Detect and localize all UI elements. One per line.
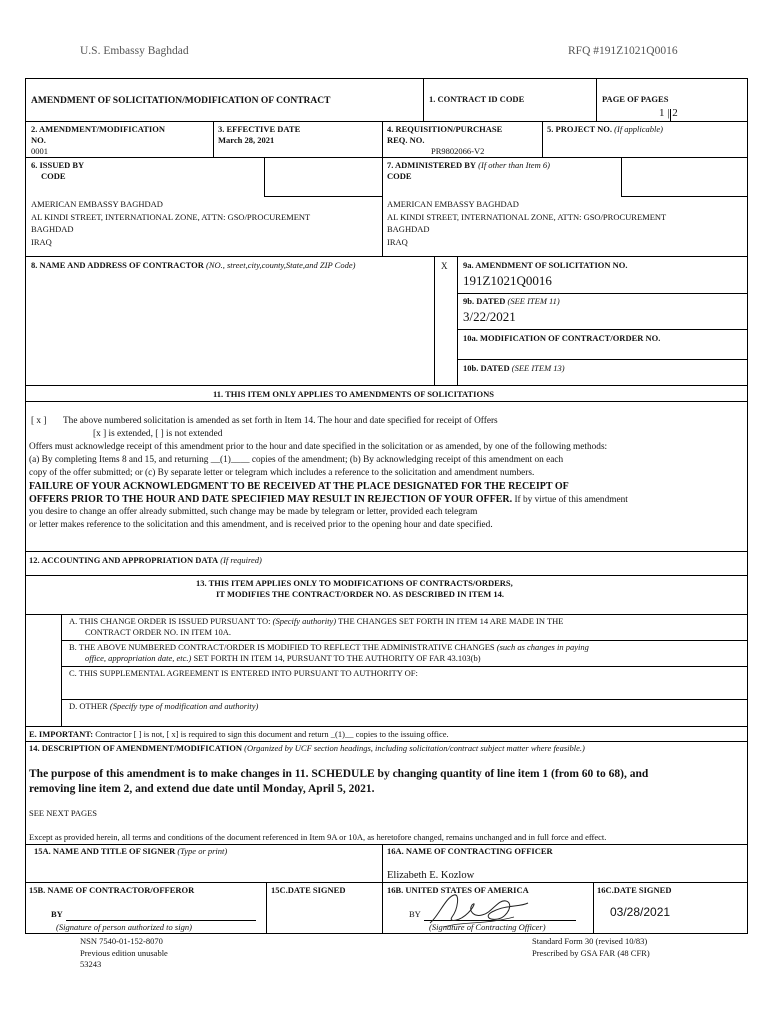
header-right: RFQ #191Z1021Q0016 xyxy=(568,45,678,57)
issued-by-code-label: CODE xyxy=(41,171,66,181)
page-separator: | xyxy=(667,107,670,119)
officer-signature xyxy=(424,887,534,933)
amendment-solicitation-label: 9a. AMENDMENT OF SOLICITATION NO. xyxy=(463,260,628,270)
contracting-officer-label: 16A. NAME OF CONTRACTING OFFICER xyxy=(387,846,553,856)
contract-id-label: 1. CONTRACT ID CODE xyxy=(429,94,525,104)
contractor-signature-caption: (Signature of person authorized to sign) xyxy=(56,922,192,932)
contractor-label: 8. NAME AND ADDRESS OF CONTRACTOR (NO., street,city,county,State,and ZIP Code) xyxy=(31,260,356,270)
project-no-label: 5. PROJECT NO. (If applicable) xyxy=(547,124,664,134)
page-numbers xyxy=(659,107,678,120)
requisition-label: 4. REQUISITION/PURCHASE xyxy=(387,124,503,134)
page-total: 2 xyxy=(672,107,678,119)
item14-except: Except as provided herein, all terms and conditions of the document referenced in Item 9A or 10A, as heretofore changed, remains unchanged and in full force and effect. xyxy=(29,832,607,842)
officer-by-label: BY xyxy=(409,909,421,919)
issued-by-label: 6. ISSUED BY xyxy=(31,160,85,170)
amendment-no-value: 0001 xyxy=(31,146,48,156)
item11-line7: you desire to change an offer already submitted, such change may be made by telegram or letter, provided each telegram xyxy=(29,507,478,517)
item11-line2: [x ] is extended, [ ] is not extended xyxy=(93,429,223,439)
modification-contract-label: 10a. MODIFICATION OF CONTRACT/ORDER NO. xyxy=(463,333,661,343)
contractor-offeror-label: 15B. NAME OF CONTRACTOR/OFFEROR xyxy=(29,885,195,895)
item14-description-line2: removing line item 2, and extend due date until Monday, April 5, 2021. xyxy=(29,783,375,795)
item11-line4: (a) By completing Items 8 and 15, and returning __(1)____ copies of the amendment; (b) By acknowledging receipt of this amendment on each xyxy=(29,455,564,465)
effective-date-value: March 28, 2021 xyxy=(218,135,275,145)
item13-b-line1: B. THE ABOVE NUMBERED CONTRACT/ORDER IS MODIFIED TO REFLECT THE ADMINISTRATIVE CHANGES (such as changes in paying xyxy=(69,642,589,652)
header-left: U.S. Embassy Baghdad xyxy=(80,45,189,57)
item11-failure-line1: FAILURE OF YOUR ACKNOWLEDGMENT TO BE RECEIVED AT THE PLACE DESIGNATED FOR THE RECEIPT OF xyxy=(29,481,569,492)
effective-date-label: 3. EFFECTIVE DATE xyxy=(218,124,301,134)
contractor-date-signed-label: 15C.DATE SIGNED xyxy=(271,885,346,895)
dated-9b-label: 9b. DATED (SEE ITEM 11) xyxy=(463,296,560,306)
item11-failure-line2: OFFERS PRIOR TO THE HOUR AND DATE SPECIFIED MAY RESULT IN REJECTION OF YOUR OFFER. If by virtue of this amendment xyxy=(29,494,628,505)
administered-by-label: 7. ADMINISTERED BY (If other than Item 6) xyxy=(387,160,550,170)
item13-d: D. OTHER (Specify type of modification and authority) xyxy=(69,701,259,711)
item11-line1: The above numbered solicitation is amended as set forth in Item 14. The hour and date specified for receipt of Offers xyxy=(63,416,498,426)
item11-line8: or letter makes reference to the solicitation and this amendment, and is received prior to the opening hour and date specified. xyxy=(29,520,493,530)
page-current: 1 xyxy=(659,107,665,119)
contractor-by-label: BY xyxy=(51,909,63,919)
item11-check-amended[interactable]: [ x ] xyxy=(31,416,47,426)
item11-line3: Offers must acknowledge receipt of this amendment prior to the hour and date specified in the solicitation or as amended, by one of the following methods: xyxy=(29,442,608,452)
item14-label: 14. DESCRIPTION OF AMENDMENT/MODIFICATION (Organized by UCF section headings, including solicitation/contract subject matter where feasible.) xyxy=(29,743,585,753)
item12-label: 12. ACCOUNTING AND APPROPRIATION DATA (If required) xyxy=(29,555,262,565)
item-e-important: E. IMPORTANT: Contractor [ ] is not, [ x] is required to sign this document and return _(1)__ copies to the issuing office. xyxy=(29,729,449,739)
amendment-no-label2: NO. xyxy=(31,135,46,145)
footer-right: Standard Form 30 (revised 10/83) Prescribed by GSA FAR (48 CFR) xyxy=(532,936,650,958)
item13-a-line1: A. THIS CHANGE ORDER IS ISSUED PURSUANT TO: (Specify authority) THE CHANGES SET FORTH IN ITEM 14 ARE MADE IN THE xyxy=(69,616,564,626)
administered-by-address: AMERICAN EMBASSY BAGHDAD AL KINDI STREET, INTERNATIONAL ZONE, ATTN: GSO/PROCUREMENT BAGHDAD IRAQ xyxy=(387,199,667,247)
requisition-value: PR9802066-V2 xyxy=(431,146,485,156)
item13-a-line2: CONTRACT ORDER NO. IN ITEM 10A. xyxy=(85,627,231,637)
item11-line5: copy of the offer submitted; or (c) By separate letter or telegram which includes a reference to the solicitation and amendment numbers. xyxy=(29,468,535,478)
requisition-label2: REQ. NO. xyxy=(387,135,425,145)
usa-label: 16B. UNITED STATES OF AMERICA xyxy=(387,885,529,895)
item14-description-line1: The purpose of this amendment is to make changes in 11. SCHEDULE by changing quantity of line item 1 (from 60 to 68), and xyxy=(29,768,649,780)
item13-b-line2: office, appropriation date, etc.) SET FORTH IN ITEM 14, PURSUANT TO THE AUTHORITY OF FAR 43.103(b) xyxy=(85,653,481,663)
item13-c: C. THIS SUPPLEMENTAL AGREEMENT IS ENTERED INTO PURSUANT TO AUTHORITY OF: xyxy=(69,668,418,678)
amendment-no-label: 2. AMENDMENT/MODIFICATION xyxy=(31,124,165,134)
form-title: AMENDMENT OF SOLICITATION/MODIFICATION OF CONTRACT xyxy=(31,96,331,106)
officer-date-signed-label: 16C.DATE SIGNED xyxy=(597,885,672,895)
item13-header2: IT MODIFIES THE CONTRACT/ORDER NO. AS DESCRIBED IN ITEM 14. xyxy=(216,589,505,599)
dated-9b-value: 3/22/2021 xyxy=(463,309,516,324)
signer-name-label: 15A. NAME AND TITLE OF SIGNER (Type or print) xyxy=(34,846,228,856)
administered-by-code-label: CODE xyxy=(387,171,412,181)
page-label: PAGE OF PAGES xyxy=(602,94,669,104)
item11-header: 11. THIS ITEM ONLY APPLIES TO AMENDMENTS OF SOLICITATIONS xyxy=(213,389,494,399)
issued-by-address: AMERICAN EMBASSY BAGHDAD AL KINDI STREET, INTERNATIONAL ZONE, ATTN: GSO/PROCUREMENT BAGHDAD IRAQ xyxy=(31,199,311,247)
item13-header1: 13. THIS ITEM APPLIES ONLY TO MODIFICATIONS OF CONTRACTS/ORDERS, xyxy=(196,578,513,588)
contracting-officer-name: Elizabeth E. Kozlow xyxy=(387,870,475,881)
item14-see-next: SEE NEXT PAGES xyxy=(29,808,98,818)
sf30-form xyxy=(25,78,748,934)
officer-date-signed-value: 03/28/2021 xyxy=(610,905,671,919)
officer-signature-caption: (Signature of Contracting Officer) xyxy=(429,922,546,932)
amendment-solicitation-value: 191Z1021Q0016 xyxy=(463,273,552,288)
footer-left: NSN 7540-01-152-8070 Previous edition unusable 53243 xyxy=(80,936,168,969)
amendment-checkbox[interactable]: X xyxy=(441,261,448,271)
dated-10b-label: 10b. DATED (SEE ITEM 13) xyxy=(463,363,565,373)
